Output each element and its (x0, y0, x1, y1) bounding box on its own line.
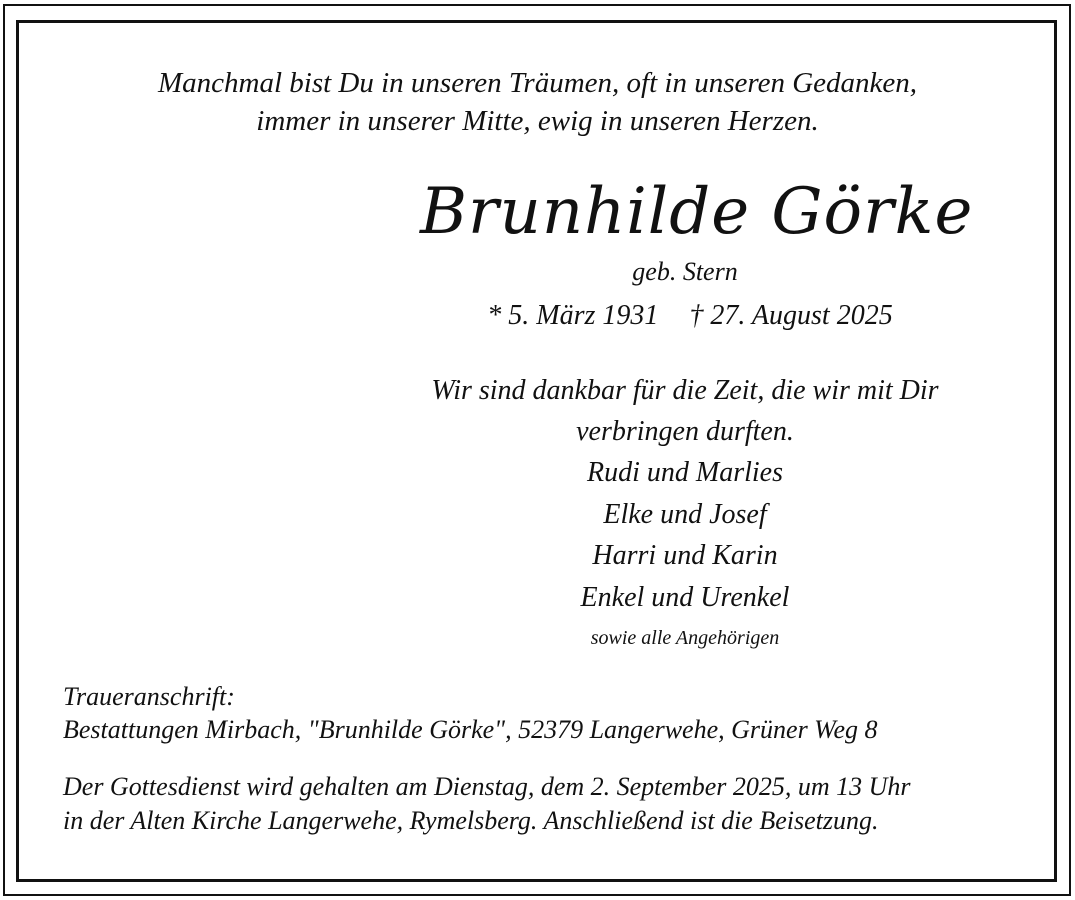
mourner-name: Rudi und Marlies (587, 457, 783, 488)
gratitude-line-1: Wir sind dankbar für die Zeit, die wir mit Dir (431, 375, 939, 406)
relatives-note: sowie alle Angehörigen (590, 627, 780, 649)
portrait-photo (62, 205, 358, 595)
address-text: Bestattungen Mirbach, "Brunhilde Görke", 52379 Langerwehe, Grüner Weg 8 (63, 715, 878, 744)
death-date: † 27. August 2025 (689, 300, 893, 331)
service-line-1: Der Gottesdienst wird gehalten am Dienstag, dem 2. September 2025, um 13 Uhr (63, 772, 911, 801)
birth-name: geb. Stern (632, 257, 738, 286)
mourner-name: Enkel und Urenkel (580, 581, 790, 613)
gratitude-line-2: verbringen durften. (576, 416, 794, 447)
mourner-name: Elke und Josef (603, 498, 767, 530)
motto-line-1: Manchmal bist Du in unseren Träumen, oft in unseren Gedanken, (157, 67, 917, 99)
gratitude-text (380, 370, 990, 452)
deceased-name: Brunhilde Görke (420, 175, 974, 249)
mourning-address (63, 680, 878, 746)
service-line-2: in der Alten Kirche Langerwehe, Rymelsberg. Anschließend ist die Beisetzung. (63, 806, 879, 835)
address-label: Traueranschrift: (63, 682, 235, 711)
motto-line-2: immer in unserer Mitte, ewig in unseren Herzen. (256, 105, 819, 137)
motto (0, 64, 1075, 140)
service-notice (63, 770, 911, 838)
life-dates (430, 298, 950, 334)
mourner-name: Harri und Karin (592, 540, 778, 571)
mourners-list (480, 452, 890, 618)
birth-date: * 5. März 1931 (487, 300, 659, 331)
